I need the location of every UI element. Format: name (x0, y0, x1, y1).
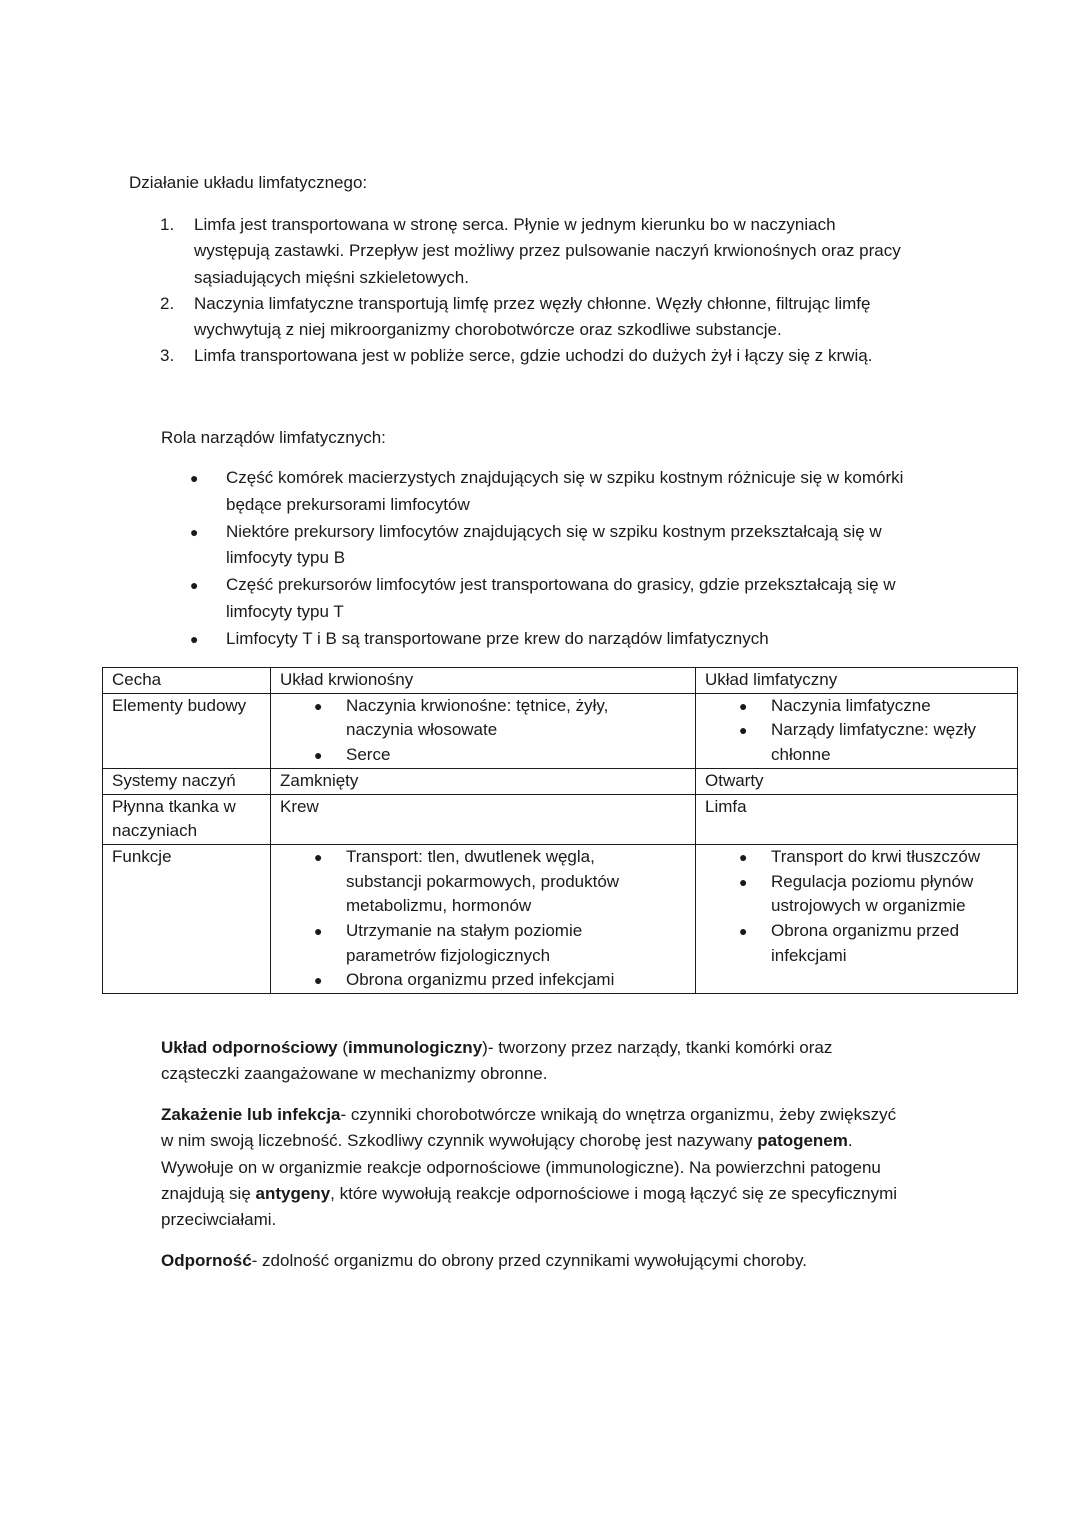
bullet-icon: ● (314, 747, 323, 764)
bullet-icon: ● (739, 848, 748, 865)
bullet-icon: ● (314, 697, 323, 714)
list-item (160, 343, 960, 369)
list-item (190, 572, 960, 626)
list-item: ● Transport do krwi tłuszczów (705, 845, 1017, 870)
bullet-icon: ● (739, 873, 748, 890)
list-item: ● Narządy limfatyczne: węzły chłonne (705, 718, 1017, 767)
table-row (103, 794, 1018, 844)
comparison-table (102, 667, 1018, 994)
list-item (190, 465, 960, 519)
table-cell (271, 844, 696, 993)
cell-bullet-list (705, 694, 1017, 768)
table-cell: Elementy budowy (103, 693, 271, 768)
table-cell: Funkcje (103, 844, 271, 993)
table-cell: Limfa (696, 794, 1018, 844)
list-item: ● Obrona organizmu przed infekcjami (705, 919, 1017, 968)
numbered-list-lymph-action (160, 212, 960, 370)
section-heading-lymph-action: Działanie układu limfatycznego: (129, 173, 368, 192)
bullet-icon: ● (190, 523, 199, 540)
table-row (103, 768, 1018, 794)
table-cell (271, 693, 696, 768)
list-item (160, 212, 960, 291)
table-cell: Otwarty (696, 768, 1018, 794)
table-header-cell: Układ limfatyczny (696, 668, 1018, 694)
definition-infection: Zakażenie lub infekcja- czynniki chorobotwórcze wnikają do wnętrza organizmu, żeby zwiększyć w nim swoją liczebność. Szkodliwy czynnik wywołujący chorobę jest nazywany patogenem. Wywołuje on w organizmie reakcje odpornościowe (immunologiczne). Na powierzchni patogenu znajdują się antygeny, które wywołują reakcje odpornościowe i mogą łączyć się ze specyficznymi przeciwciałami. (161, 1105, 898, 1230)
cell-bullet-list (280, 694, 695, 768)
list-item: ● Serce (280, 743, 695, 768)
table-header-cell: Układ krwionośny (271, 668, 696, 694)
table-cell (696, 844, 1018, 993)
list-item-text: Limfa transportowana jest w pobliże serce, gdzie uchodzi do dużych żył i łączy się z krwią. (194, 346, 873, 366)
bullet-list-lymph-organs (190, 465, 960, 653)
list-number: 2. (160, 293, 175, 313)
list-item: ● Obrona organizmu przed infekcjami (280, 968, 695, 993)
list-item-text: Naczynia limfatyczne transportują limfę przez węzły chłonne. Węzły chłonne, filtrując limfę wychwytują z niej mikroorganizmy chorobotwórcze oraz szkodliwe substancje. (194, 293, 871, 340)
list-item: ● Transport: tlen, dwutlenek węgla, substancji pokarmowych, produktów metabolizmu, hormonów (280, 845, 695, 919)
table-cell: Systemy naczyń (103, 768, 271, 794)
list-item-text: Niektóre prekursory limfocytów znajdujących się w szpiku kostnym przekształcają się w limfocyty typu B (226, 521, 882, 568)
list-number: 1. (160, 215, 175, 234)
bullet-icon: ● (190, 470, 199, 486)
table-cell (696, 693, 1018, 768)
list-item-text: Limfa jest transportowana w stronę serca. Płynie w jednym kierunku bo w naczyniach występują zastawki. Przepływ jest możliwy przez pulsowanie naczyń krwionośnych oraz pracy sąsiadujących mięśni szkieletowych. (194, 215, 901, 287)
list-item-text: Limfocyty T i B są transportowane prze krew do narządów limfatycznych (226, 628, 769, 648)
list-item (190, 626, 960, 653)
table-header-row (103, 668, 1018, 694)
table-row (103, 693, 1018, 768)
bullet-icon: ● (314, 848, 323, 865)
list-item (160, 291, 960, 344)
definition-immune-system: Układ odpornościowy (immunologiczny)- tworzony przez narządy, tkanki komórki oraz cząsteczki zaangażowane w mechanizmy obronne. (161, 1038, 833, 1084)
list-number: 3. (160, 346, 175, 366)
bullet-icon: ● (314, 923, 323, 940)
definition-immunity: Odporność- zdolność organizmu do obrony przed czynnikami wywołującymi choroby. (161, 1251, 807, 1270)
bullet-icon: ● (739, 923, 748, 940)
list-item: ● Regulacja poziomu płynów ustrojowych w organizmie (705, 870, 1017, 919)
list-item: ● Utrzymanie na stałym poziomie parametrów fizjologicznych (280, 919, 695, 968)
table-cell: Zamknięty (271, 768, 696, 794)
table-cell: Krew (271, 794, 696, 844)
list-item (190, 519, 960, 573)
section-heading-lymph-organs: Rola narządów limfatycznych: (161, 428, 386, 447)
cell-bullet-list (280, 845, 695, 993)
bullet-icon: ● (314, 972, 323, 989)
list-item-text: Część prekursorów limfocytów jest transportowana do grasicy, gdzie przekształcają się w limfocyty typu T (226, 575, 896, 621)
bullet-icon: ● (190, 577, 199, 594)
bullet-icon: ● (190, 630, 199, 647)
table-cell: Płynna tkanka w naczyniach (103, 794, 271, 844)
list-item: ● Naczynia krwionośne: tętnice, żyły, naczynia włosowate (280, 694, 695, 743)
bullet-icon: ● (739, 697, 748, 714)
list-item: ● Naczynia limfatyczne (705, 694, 1017, 719)
table-row (103, 844, 1018, 993)
bullet-icon: ● (739, 722, 748, 739)
list-item-text: Część komórek macierzystych znajdujących się w szpiku kostnym różnicuje się w komórki będące prekursorami limfocytów (226, 468, 904, 514)
cell-bullet-list (705, 845, 1017, 969)
table-header-cell: Cecha (103, 668, 271, 694)
